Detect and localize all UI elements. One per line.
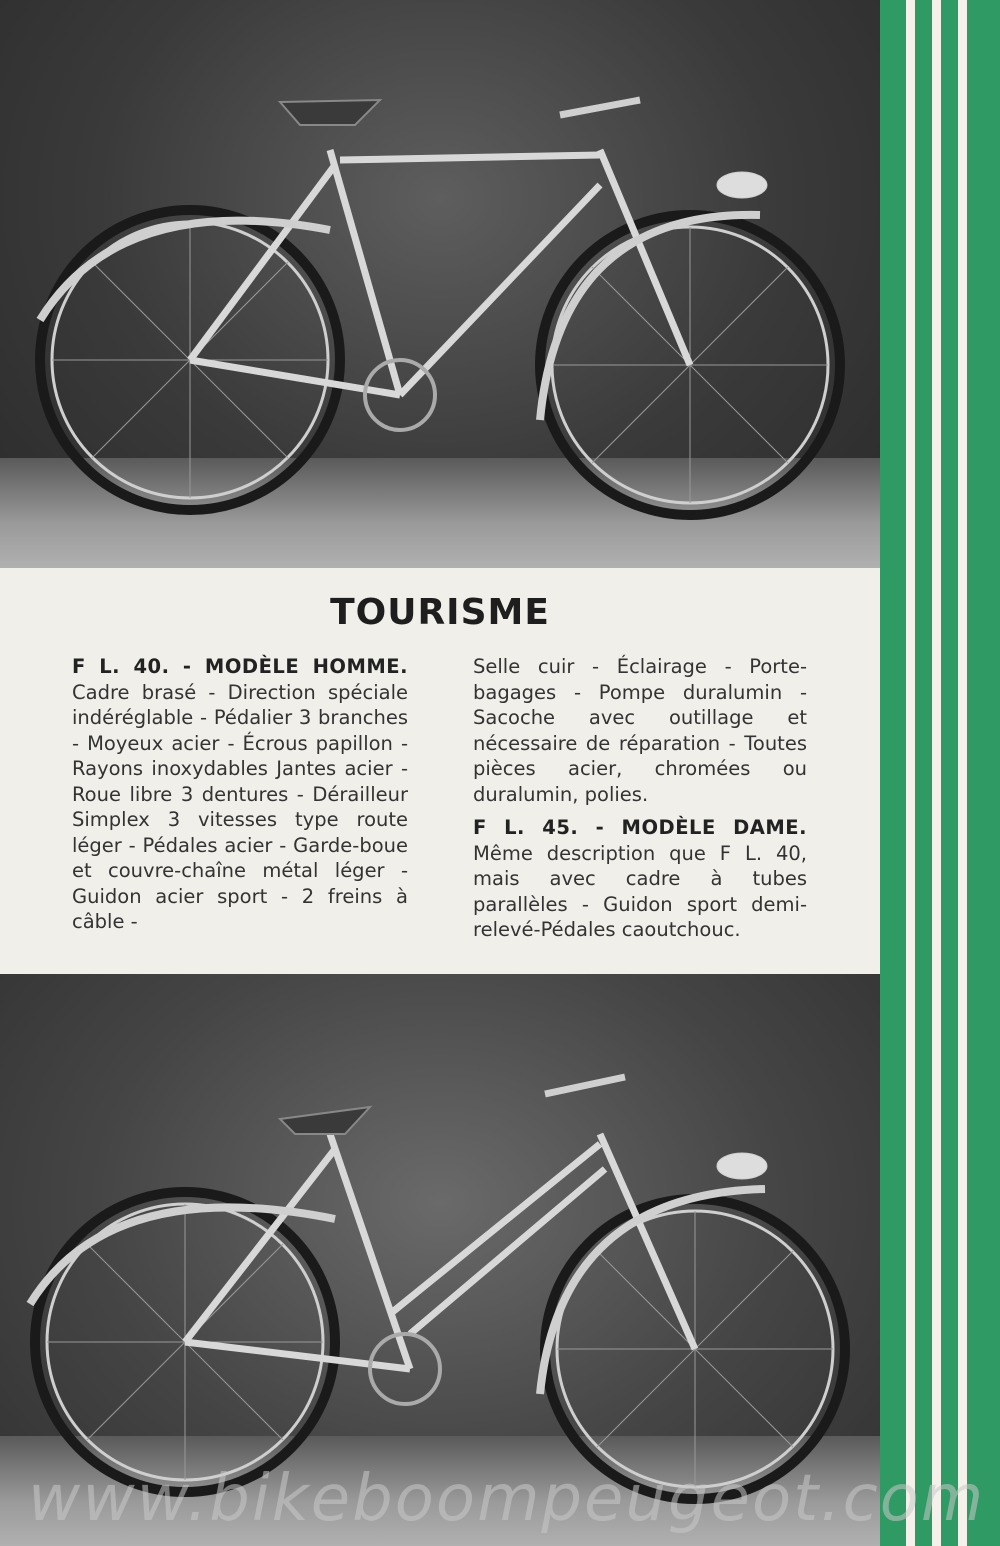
photo-mens-bicycle [0, 0, 880, 568]
left-column [72, 654, 408, 935]
white-stripe [958, 0, 967, 1546]
model-description-dame: Même description que F L. 40, mais avec cadre à tubes parallèles - Guidon sport demi-relevé-Pédales caoutchouc. [473, 841, 807, 941]
photo-womens-bicycle [0, 974, 880, 1546]
model-description-homme-part2: Selle cuir - Éclairage - Porte-bagages - Pompe duralumin - Sacoche avec outillage et nécessaire de réparation - Toutes pièces acier, chromées ou duralumin, polies. [473, 655, 807, 806]
description-panel [0, 568, 880, 974]
white-stripe [932, 0, 941, 1546]
white-stripe [906, 0, 915, 1546]
model-title-dame: F L. 45. - MODÈLE DAME. [473, 816, 807, 839]
womens-bicycle-illustration [0, 974, 880, 1546]
section-title: TOURISME [330, 592, 550, 633]
model-description-homme-part1: Cadre brasé - Direction spéciale indéréglable - Pédalier 3 branches - Moyeux acier - Écrous papillon - Rayons inoxydables Jantes acier - Roue libre 3 dentures - Dérailleur Simplex 3 vitesses type route léger - Pédales acier - Garde-boue et couvre-chaîne métal léger - Guidon acier sport - 2 freins à câble - [72, 680, 408, 933]
mens-bicycle-illustration [0, 0, 880, 568]
watermark: www.bikeboompeugeot.com [28, 1462, 986, 1536]
right-column [473, 654, 807, 943]
green-stripes-border [880, 0, 1000, 1546]
model-title-homme: F L. 40. - MODÈLE HOMME. [72, 655, 408, 678]
